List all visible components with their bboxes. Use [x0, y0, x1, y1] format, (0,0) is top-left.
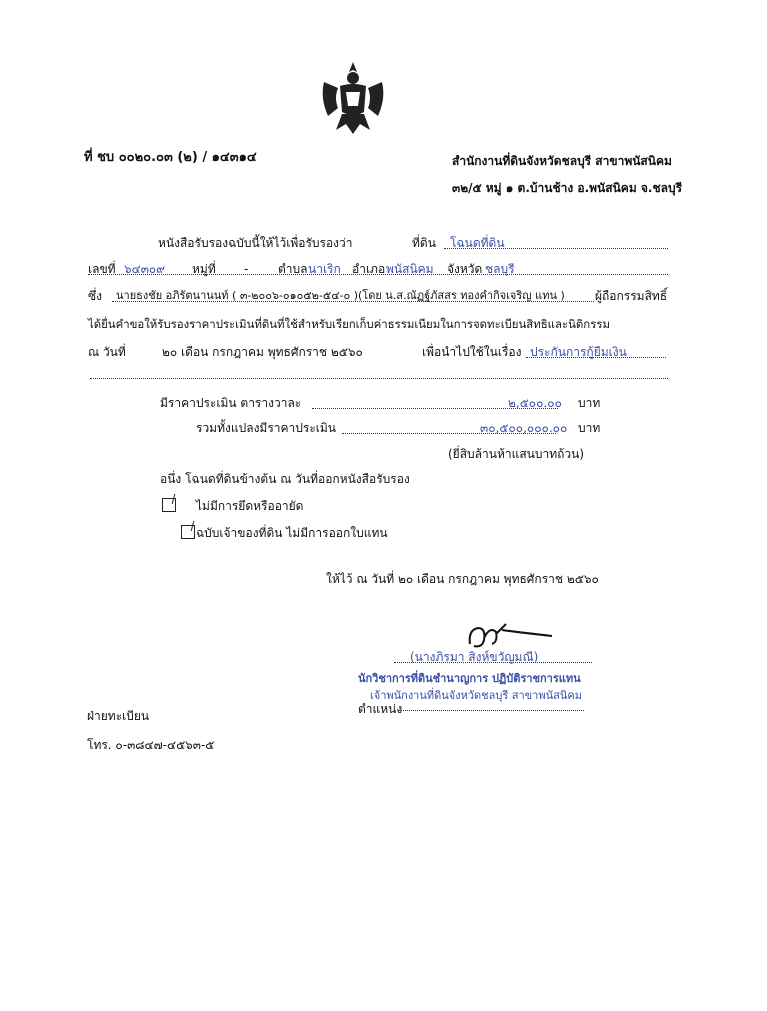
unit-price-label: มีราคาประเมิน ตารางวาละ	[160, 396, 302, 410]
tambon-label: ตำบล	[278, 262, 308, 276]
blank-line	[90, 378, 668, 379]
unit-price-value: ๒,๕๐๐.๐๐	[508, 396, 562, 410]
office-name: สำนักงานที่ดินจังหวัดชลบุรี สาขาพนัสนิคม	[452, 154, 672, 168]
which-label: ซึ่ง	[88, 289, 103, 303]
purpose-label: เพื่อนำไปใช้ในเรื่อง	[422, 345, 522, 359]
phone: โทร. ๐-๓๘๔๗-๔๕๖๓-๕	[87, 738, 215, 752]
status-intro: อนึ่ง โฉนดที่ดินข้างต้น ณ วันที่ออกหนังสือรับรอง	[160, 472, 410, 486]
checkbox-no-seizure	[162, 498, 176, 512]
total-price-words: (ยี่สิบล้านห้าแสนบาทถ้วน)	[448, 447, 585, 461]
intro-text: หนังสือรับรองฉบับนี้ให้ไว้เพื่อรับรองว่า	[158, 236, 353, 250]
status-item-owner-copy: ฉบับเจ้าของที่ดิน ไม่มีการออกใบแทน	[196, 526, 388, 540]
land-type-value: โฉนดที่ดิน	[450, 236, 505, 250]
handwritten-signature	[466, 620, 556, 654]
total-price-value: ๓๐,๕๐๐,๐๐๐.๐๐	[480, 421, 568, 435]
amphoe-label: อำเภอ	[352, 262, 386, 276]
issued-date: ให้ไว้ ณ วันที่ ๒๐ เดือน กรกฎาคม พุทธศักราช ๒๕๖๐	[326, 572, 599, 586]
unit-price-currency: บาท	[578, 396, 601, 410]
deed-number-label: เลขที่	[88, 262, 116, 276]
department: ฝ่ายทะเบียน	[87, 709, 150, 723]
province-label: จังหวัด	[447, 262, 483, 276]
deed-number-value: ๖๔๓๐๙	[124, 262, 166, 276]
total-price-label: รวมทั้งแปลงมีราคาประเมิน	[196, 421, 337, 435]
signer-title-line1: นักวิชาการที่ดินชำนาญการ ปฏิบัติราชการแทน	[358, 672, 581, 685]
checkbox-owner-copy	[181, 525, 195, 539]
status-item-no-seizure: ไม่มีการยึดหรืออายัด	[196, 499, 304, 513]
office-address: ๓๒/๕ หมู่ ๑ ต.บ้านช้าง อ.พนัสนิคม จ.ชลบุรี	[452, 181, 683, 195]
position-label: ตำแหน่ง	[358, 702, 403, 716]
signer-name: (นางภิรมา สิงห์ขวัญมณี)	[410, 650, 539, 664]
signer-title-line2: เจ้าพนักงานที่ดินจังหวัดชลบุรี สาขาพนัสนิคม	[370, 689, 582, 702]
date-label: ณ วันที่	[88, 345, 126, 359]
moo-label: หมู่ที่	[192, 262, 216, 276]
total-price-currency: บาท	[578, 421, 601, 435]
owner-value: นายธงชัย อภิรัตนานนท์ ( ๓-๒๐๐๖-๐๑๐๕๒-๕๔-๐ )(โดย น.ส.ณัฏฐ์ภัสสร ทองคำกิจเจริญ แทน )	[116, 289, 565, 302]
amphoe-value: พนัสนิคม	[386, 262, 434, 276]
request-text: ได้ยื่นคำขอให้รับรองราคาประเมินที่ดินที่ใช้สำหรับเรียกเก็บค่าธรรมเนียมในการจดทะเบียนสิทธิและนิติกรรม	[88, 317, 610, 331]
tambon-value: นาเริก	[308, 262, 341, 276]
owner-suffix: ผู้ถือกรรมสิทธิ์	[595, 289, 668, 303]
date-value: ๒๐ เดือน กรกฎาคม พุทธศักราช ๒๕๖๐	[162, 345, 363, 359]
document-number: ที่ ชบ ๐๐๒๐.๐๓ (๒) / ๑๔๓๑๔	[84, 150, 257, 165]
purpose-value: ประกันการกู้ยืมเงิน	[530, 345, 627, 359]
garuda-emblem	[316, 58, 390, 138]
moo-value: -	[244, 262, 249, 276]
land-type-label: ที่ดิน	[412, 236, 436, 250]
province-value: ชลบุรี	[485, 262, 515, 276]
